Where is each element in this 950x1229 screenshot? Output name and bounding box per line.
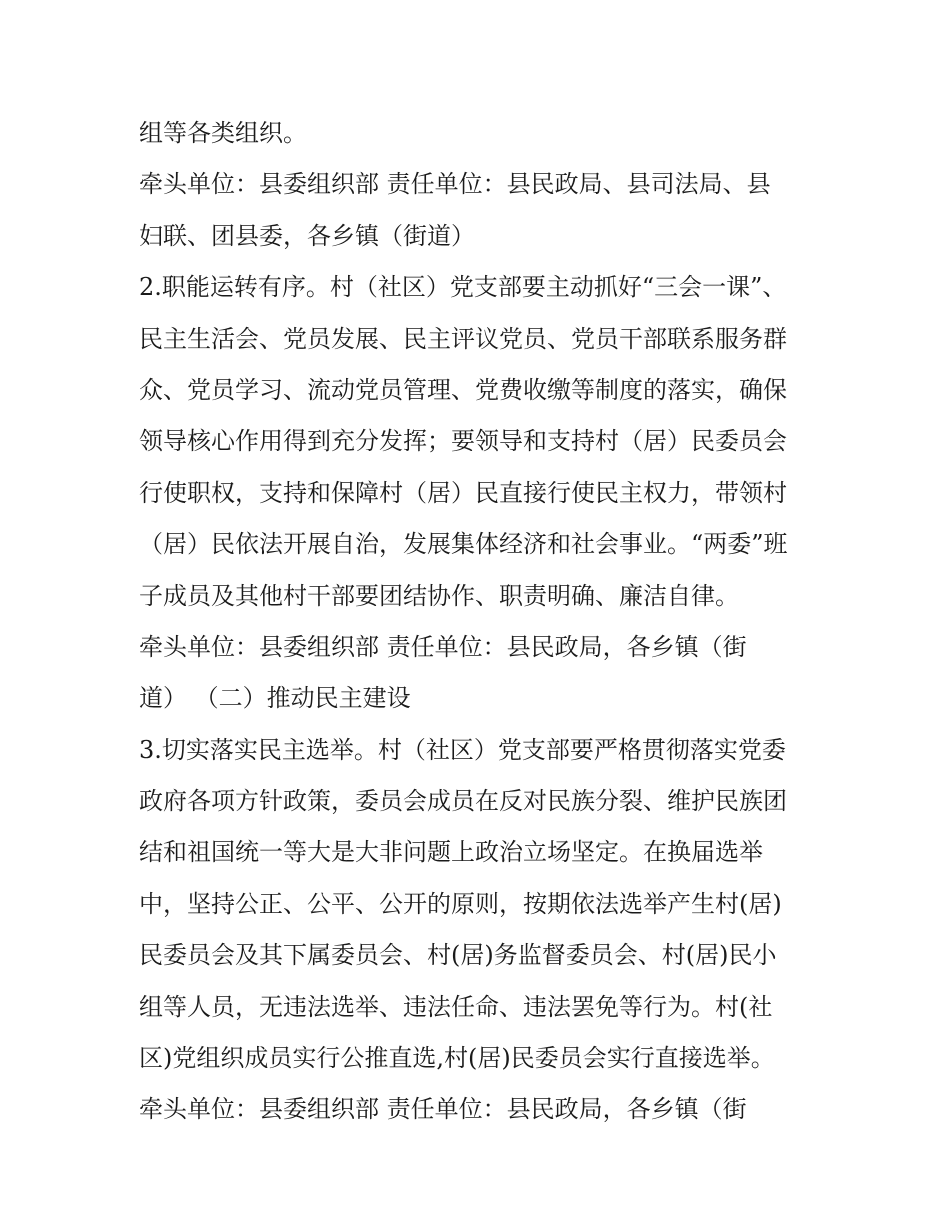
- text-line: 行使职权，支持和保障村（居）民直接行使民主权力，带领村: [139, 478, 787, 507]
- text-line: 3.切实落实民主选举。村（社区）党支部要严格贯彻落实党委: [139, 735, 786, 764]
- text-line: 政府各项方针政策，委员会成员在反对民族分裂、维护民族团: [139, 787, 787, 816]
- text-line: 众、党员学习、流动党员管理、党费收缴等制度的落实，确保: [139, 375, 787, 404]
- text-line: 民主生活会、党员发展、民主评议党员、党员干部联系服务群: [139, 324, 787, 353]
- text-line: （居）民依法开展自治，发展集体经济和社会事业。“两委”班: [139, 530, 788, 559]
- text-line: 2.职能运转有序。村（社区）党支部要主动抓好“三会一课”、: [139, 273, 787, 302]
- text-line: 领导核心作用得到充分发挥；要领导和支持村（居）民委员会: [139, 427, 787, 456]
- body-text: [139, 108, 829, 1136]
- text-line: 牵头单位：县委组织部 责任单位：县民政局，各乡镇（街: [139, 1095, 747, 1124]
- text-line: 区)党组织成员实行公推直选,村(居)民委员会实行直接选举。: [139, 1044, 775, 1073]
- text-line: 牵头单位：县委组织部 责任单位：县民政局、县司法局、县: [139, 170, 771, 199]
- text-line: 结和祖国统一等大是大非问题上政治立场坚定。在换届选举: [139, 838, 763, 867]
- text-line: 妇联、团县委，各乡镇（街道）: [139, 221, 475, 250]
- text-line: 道） （二）推动民主建设: [139, 684, 411, 713]
- text-line: 组等人员，无违法选举、违法任命、违法罢免等行为。村(社: [139, 992, 773, 1021]
- text-line: 子成员及其他村干部要团结协作、职责明确、廉洁自律。: [139, 581, 739, 610]
- text-line: 民委员会及其下属委员会、村(居)务监督委员会、村(居)民小: [139, 941, 777, 970]
- text-line: 组等各类组织。: [139, 119, 307, 147]
- text-line: 中，坚持公正、公平、公开的原则，按期依法选举产生村(居): [139, 889, 782, 918]
- text-line: 牵头单位：县委组织部 责任单位：县民政局，各乡镇（街: [139, 632, 747, 661]
